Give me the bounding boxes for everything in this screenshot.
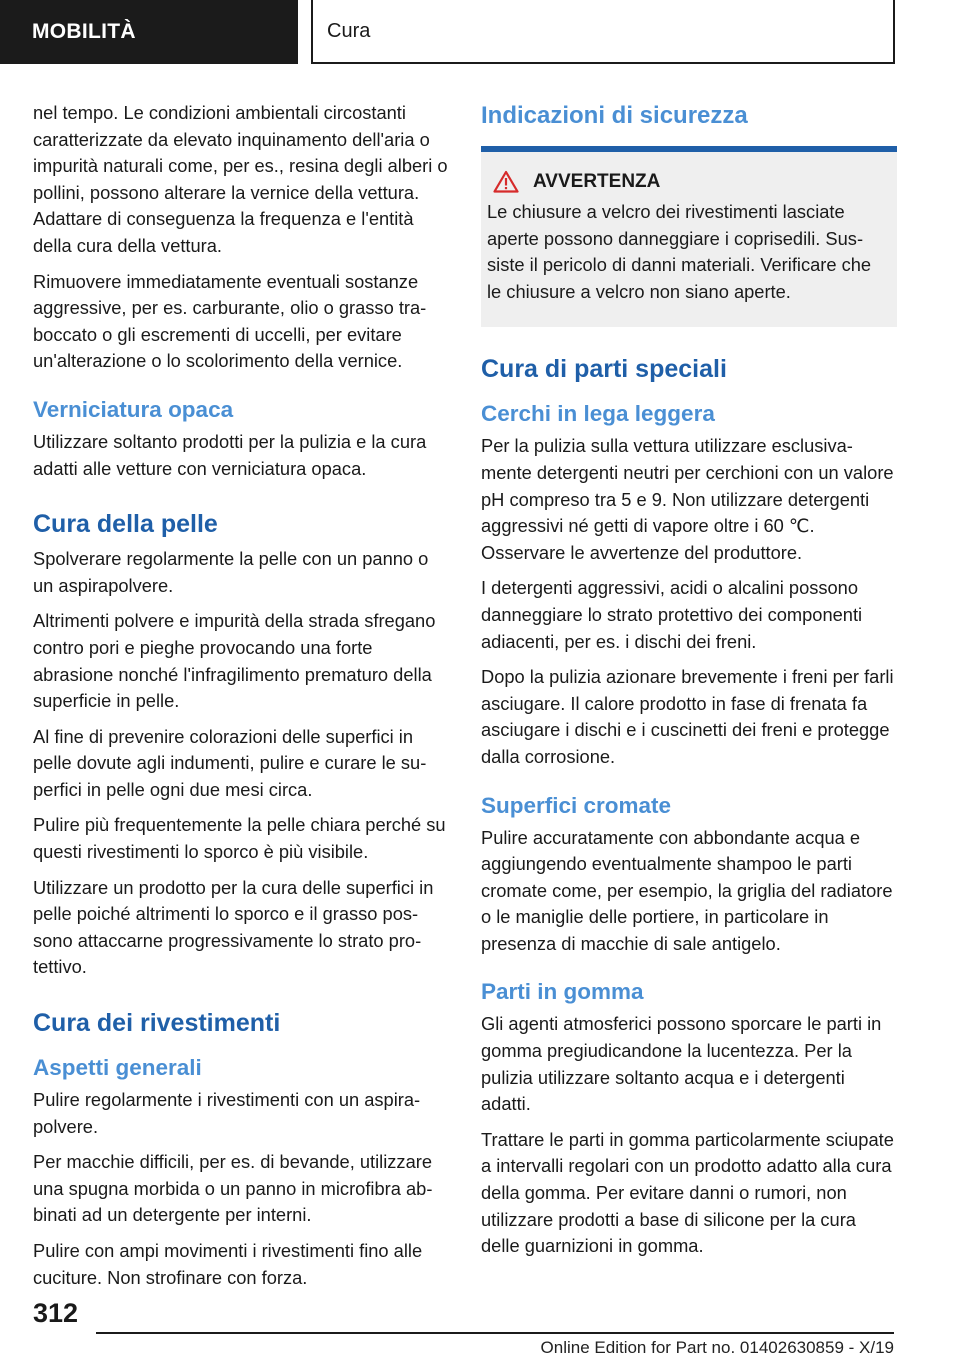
warning-box	[481, 152, 897, 327]
section-tab	[0, 0, 298, 64]
paragraph: nel tempo. Le condizioni ambientali circostanti caratterizzate da elevato inquinamento dell'aria o impurità naturali come, per es., resina degli alberi o pollini, possono alterare la vernice della vettura. Adattare di conseguenza la frequenza e l'entità della cura della vettura.	[33, 102, 448, 256]
paragraph: Per macchie difficili, per es. di bevande, utilizzare una spugna morbida o un panno in microfibra abbinati ad un detergente per interni.	[33, 1151, 433, 1226]
heading-aspetti-generali: Aspetti generali	[33, 1055, 202, 1081]
chapter-tab	[311, 0, 895, 64]
paragraph: Pulire regolarmente i rivestimenti con un aspirapolvere.	[33, 1089, 421, 1137]
footer-divider	[96, 1332, 894, 1334]
paragraph: Pulire accuratamente con abbondante acqua e aggiungendo eventualmente shampoo le parti cromate come, per esempio, la griglia del radiatore o le maniglie delle portiere, in particolare in presenza di macchie di sale antigelo.	[481, 826, 893, 954]
heading-cura-pelle: Cura della pelle	[33, 510, 218, 539]
paragraph: Trattare le parti in gomma particolarmente sciupate a intervalli regolari con un prodotto adatto alla cura della gomma. Per evitare danni o rumori, non utilizzare prodotti a base di silicone per la cura delle guarnizioni in gomma.	[481, 1128, 894, 1257]
paragraph: Rimuovere immediatamente eventuali sostanze aggressive, per es. carburante, olio o grasso traboccato o gli escrementi di uccelli, per evitare un'alterazione o lo scolorimento della vernice.	[33, 270, 427, 372]
paragraph: Pulire con ampi movimenti i rivestimenti fino alle cuciture. Non strofinare con forza.	[33, 1240, 423, 1288]
heading-cura-parti-speciali: Cura di parti speciali	[481, 355, 727, 384]
heading-verniciatura-opaca: Verniciatura opaca	[33, 396, 234, 422]
heading-cura-rivestimenti: Cura dei rivestimenti	[33, 1009, 281, 1038]
paragraph: Pulire più frequentemente la pelle chiara perché su questi rivestimenti lo sporco è più visibile.	[33, 814, 446, 863]
paragraph: Altrimenti polvere e impurità della strada sfregano contro pori e pieghe provocando una forte abrasione nonché l'infragilimento prematuro della superficie in pelle.	[33, 610, 436, 712]
warning-header	[487, 170, 889, 193]
warning-title: AVVERTENZA	[533, 170, 661, 192]
paragraph: I detergenti aggressivi, acidi o alcalini possono danneggiare lo strato protettivo dei componenti adiacenti, per es. i dischi dei freni.	[481, 577, 863, 652]
paragraph: Dopo la pulizia azionare brevemente i freni per farli asciugare. Il calore prodotto in fase di frenata fa asciugare i dischi e i cuscinetti dei freni e protegge dalla corrosione.	[481, 666, 894, 767]
paragraph: Gli agenti atmosferici possono sporcare le parti in gomma pregiudicandone la lucentezza. Per la pulizia utilizzare soltanto acqua e i detergenti adatti.	[481, 1013, 882, 1115]
heading-cerchi-lega: Cerchi in lega leggera	[481, 401, 715, 427]
paragraph: Per la pulizia sulla vettura utilizzare esclusivamente detergenti neutri per cerchioni con un valore pH compreso tra 5 e 9. Non utilizzare detergenti aggressivi né getti di vapore oltre i 60 ℃. Osservare le avvertenze del produttore.	[481, 435, 894, 563]
paragraph: Spolverare regolarmente la pelle con un panno o un aspirapolvere.	[33, 548, 429, 596]
heading-parti-gomma: Parti in gomma	[481, 979, 644, 1005]
heading-indicazioni-sicurezza: Indicazioni di sicurezza	[481, 102, 748, 129]
right-column	[481, 100, 897, 1269]
page-number: 312	[33, 1298, 79, 1328]
chapter-title: Cura	[327, 19, 371, 42]
footer-edition-text: Online Edition for Part no. 01402630859 - X/19	[540, 1338, 894, 1357]
warning-triangle-icon	[493, 170, 519, 193]
paragraph: Al fine di prevenire colorazioni delle superfici in pelle dovute agli indumenti, pulire e curare le superfici in pelle ogni due mesi circa.	[33, 725, 427, 800]
heading-superfici-cromate: Superfici cromate	[481, 792, 672, 818]
left-column	[33, 100, 449, 1300]
paragraph: Utilizzare soltanto prodotti per la pulizia e la cura adatti alle vetture con verniciatura opaca.	[33, 430, 427, 479]
warning-text: Le chiusure a velcro dei rivestimenti lasciate aperte possono danneggiare i coprisedili. Sussiste il pericolo di danni materiali. Verificare che le chiusure a velcro non siano aperte.	[487, 201, 872, 302]
paragraph: Utilizzare un prodotto per la cura delle superfici in pelle poiché altrimenti lo sporco e il grasso possono attaccarne progressivamente lo strato protettivo.	[33, 876, 434, 978]
section-title: MOBILITÀ	[32, 20, 136, 43]
